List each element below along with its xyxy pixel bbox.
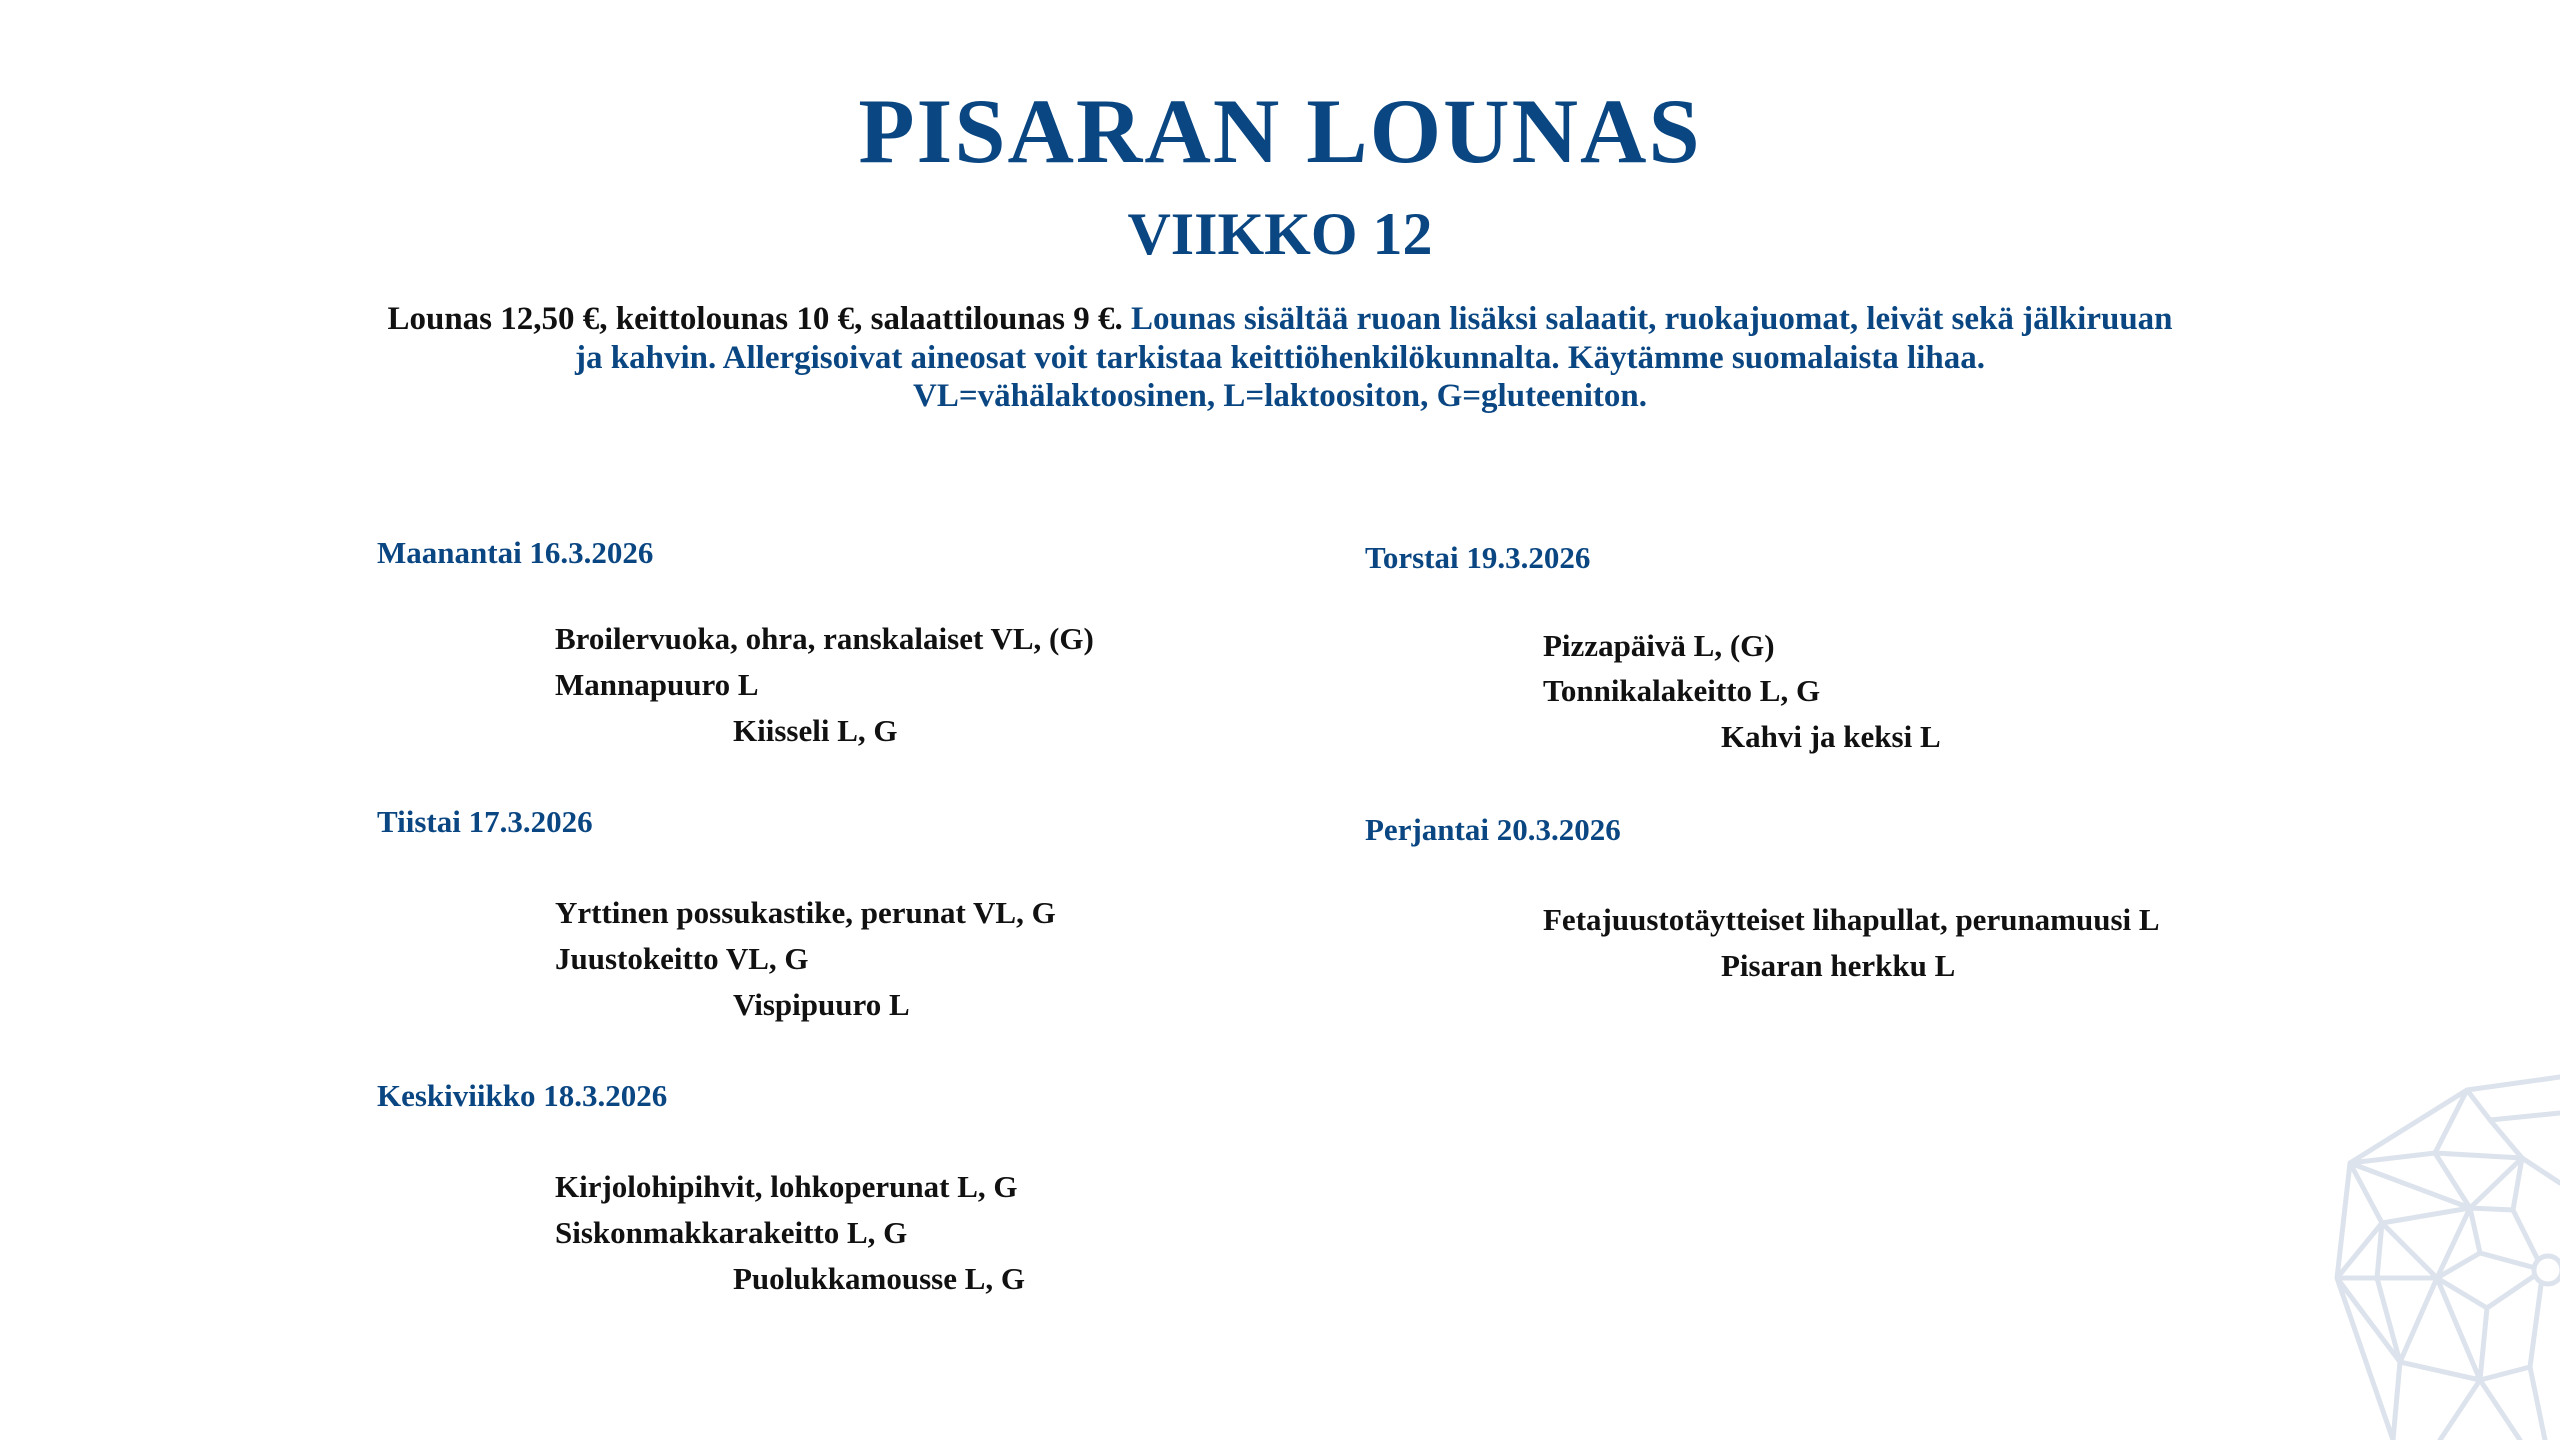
week-heading: VIIKKO 12	[1127, 201, 1433, 267]
dessert-item: Vispipuuro L	[733, 987, 910, 1022]
menu-item: Kirjolohipihvit, lohkoperunat L, G	[555, 1169, 1018, 1204]
dessert-item: Kahvi ja keksi L	[1721, 719, 1941, 754]
page-title: PISARAN LOUNAS	[858, 80, 1702, 182]
dessert-item: Pisaran herkku L	[1721, 948, 1956, 983]
day-heading-monday: Maanantai 16.3.2026	[377, 535, 654, 570]
dessert-item: Kiisseli L, G	[733, 713, 898, 748]
menu-item: Pizzapäivä L, (G)	[1543, 628, 1775, 663]
menu-item: Juustokeitto VL, G	[555, 941, 809, 976]
menu-item: Mannapuuro L	[555, 667, 759, 702]
menu-item: Tonnikalakeitto L, G	[1543, 673, 1821, 708]
diet-legend: VL=vähälaktoosinen, L=laktoositon, G=gluteeniton.	[913, 378, 1647, 414]
menu-item: Fetajuustotäytteiset lihapullat, perunamuusi L	[1543, 902, 2160, 937]
lunch-description: Lounas sisältää ruoan lisäksi salaatit, ruokajuomat, leivät sekä jälkiruuan ja kahvin. Allergisoivat aineosat voit tarkistaa keittiöhenkilökunnalta. Käytämme suomalaista lihaa.	[575, 301, 2173, 376]
day-heading-friday: Perjantai 20.3.2026	[1365, 812, 1621, 847]
menu-item: Broilervuoka, ohra, ranskalaiset VL, (G)	[555, 621, 1094, 656]
dessert-item: Puolukkamousse L, G	[733, 1261, 1026, 1296]
day-heading-wednesday: Keskiviikko 18.3.2026	[377, 1078, 668, 1113]
menu-item: Yrttinen possukastike, perunat VL, G	[555, 895, 1056, 930]
day-heading-thursday: Torstai 19.3.2026	[1365, 540, 1591, 575]
price-info: Lounas 12,50 €, keittolounas 10 €, salaattilounas 9 €.	[387, 301, 1123, 337]
info-paragraph	[380, 300, 2180, 416]
menu-item: Siskonmakkarakeitto L, G	[555, 1215, 908, 1250]
day-heading-tuesday: Tiistai 17.3.2026	[377, 804, 593, 839]
